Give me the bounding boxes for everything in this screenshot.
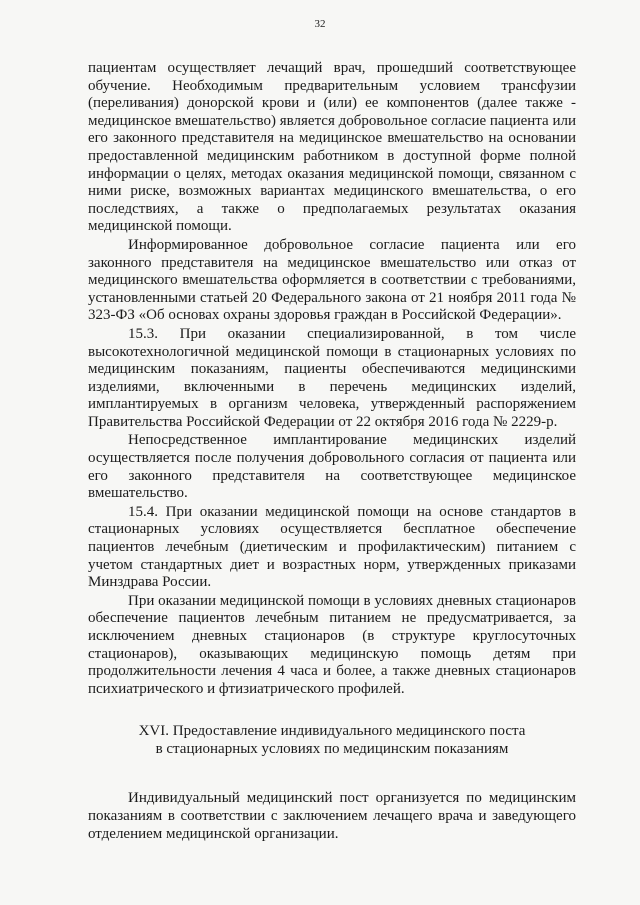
section-heading-line-2: в стационарных условиях по медицинским показаниям — [155, 741, 509, 758]
paragraph-implantation: Непосредственное имплантирование медицинских изделий осуществляется после получения добровольного согласия от пациента или его законного представителя на соответствующее медицинское вмешательство. — [88, 432, 576, 502]
paragraph-individual-post: Индивидуальный медицинский пост организуется по медицинским показаниям в соответствии с заключением лечащего врача и заведующего отделением медицинской организации. — [88, 790, 576, 842]
paragraph-day-hospital-nutrition: При оказании медицинской помощи в условиях дневных стационаров обеспечение пациентов лечебным питанием не предусматривается, за исключением дневных стационаров (в структуре круглосуточных стационаров), оказывающих медицинскую помощь детям при продолжительности лечения 4 часа и более, а также дневных стационаров психиатрического и фтизиатрического профилей. — [88, 592, 576, 697]
paragraph-15-4: 15.4. При оказании медицинской помощи на основе стандартов в стационарных условиях осуществляется бесплатное обеспечение пациентов лечебным (диетическим и профилактическим) питанием с учетом стандартных диет и возрастных норм, утвержденных приказами Минздрава России. — [88, 503, 576, 591]
section-heading-xvi — [88, 722, 576, 758]
document-body — [88, 60, 576, 843]
paragraph-15-3: 15.3. При оказании специализированной, в том числе высокотехнологичной медицинской помощи в стационарных условиях по медицинским показаниям, пациенты обеспечиваются медицинскими изделиями, включенными в перечень медицинских изделий, имплантируемых в организм человека, утвержденный распоряжением Правительства Российской Федерации от 22 октября 2016 года № 2229-р. — [88, 325, 576, 430]
section-heading-line-1: XVI. Предоставление индивидуального медицинского поста — [138, 723, 526, 740]
paragraph-transfusion-consent: пациентам осуществляет лечащий врач, прошедший соответствующее обучение. Необходимым предварительным условием трансфузии (переливания) донорской крови и (или) ее компонентов (далее также - медицинское вмешательство) является добровольное согласие пациента или его законного представителя на медицинское вмешательство на основании предоставленной медицинским работником в доступной форме полной информации о целях, методах оказания медицинской помощи, связанном с ними риске, возможных вариантах медицинского вмешательства, о его последствиях, а также о предполагаемых результатах оказания медицинской помощи. — [88, 60, 576, 235]
paragraph-informed-consent: Информированное добровольное согласие пациента или его законного представителя на медицинское вмешательство или отказ от медицинского вмешательства оформляется в соответствии с требованиями, установленными статьей 20 Федерального закона от 21 ноября 2011 года № 323-ФЗ «Об основах охраны здоровья граждан в Российской Федерации». — [88, 236, 576, 324]
page-number: 32 — [314, 18, 326, 30]
